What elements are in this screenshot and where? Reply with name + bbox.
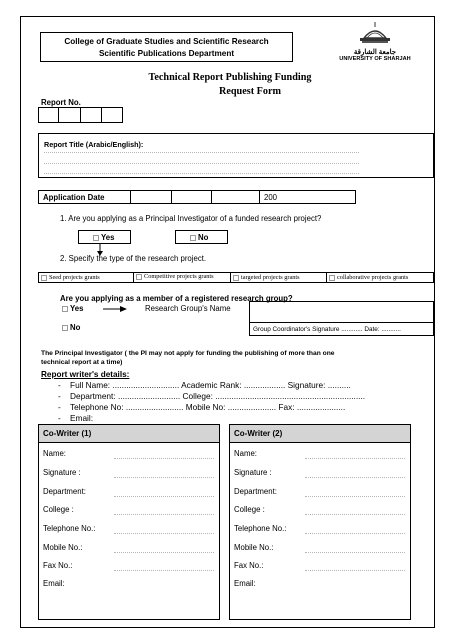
collaborative-checkbox[interactable] [329, 275, 335, 281]
group-yes-checkbox[interactable] [62, 306, 68, 312]
cw1-telephone-field[interactable] [114, 533, 214, 534]
writer-line-email[interactable]: - Email: [58, 413, 94, 423]
cw1-signature-field[interactable] [114, 477, 214, 478]
co-writer-2-panel [229, 424, 411, 620]
report-title-label: Report Title (Arabic/English): [44, 140, 144, 149]
cw2-college-field[interactable] [305, 514, 405, 515]
cw2-fax-label: Fax No.: [234, 561, 264, 570]
date-year-prefix[interactable]: 200 [264, 193, 278, 202]
cw2-telephone-field[interactable] [305, 533, 405, 534]
report-no-label: Report No. [41, 98, 81, 107]
report-no-box-1[interactable] [39, 108, 59, 122]
group-name-box[interactable] [249, 301, 434, 336]
cw2-signature-field[interactable] [305, 477, 405, 478]
report-title-line-1[interactable] [44, 152, 359, 153]
cw1-mobile-field[interactable] [114, 552, 214, 553]
project-type-seed-label: Seed projects grants [49, 274, 100, 281]
cw2-name-field[interactable] [305, 458, 405, 459]
project-type-competitive[interactable] [134, 273, 231, 282]
seed-checkbox[interactable] [41, 275, 47, 281]
cw1-department-field[interactable] [114, 496, 214, 497]
question-2: 2. Specify the type of the research project. [60, 254, 207, 263]
cw2-name-label: Name: [234, 449, 257, 458]
cw1-name-field[interactable] [114, 458, 214, 459]
q1-no-checkbox[interactable] [190, 235, 196, 241]
pi-note [41, 349, 335, 367]
q1-yes-checkbox[interactable] [93, 235, 99, 241]
q1-yes-label: Yes [101, 233, 115, 242]
project-type-targeted[interactable] [231, 273, 327, 282]
cw1-fax-field[interactable] [114, 570, 214, 571]
project-type-seed[interactable] [39, 273, 134, 282]
department-header [40, 32, 293, 62]
date-cell-4[interactable] [212, 191, 260, 203]
report-no-box-2[interactable] [59, 108, 81, 122]
targeted-checkbox[interactable] [233, 275, 239, 281]
co-writer-1-panel [38, 424, 220, 620]
co-writer-1-heading: Co-Writer (1) [39, 425, 219, 443]
application-date-label: Application Date [43, 193, 105, 202]
application-date-label-cell [39, 191, 131, 203]
group-no-checkbox[interactable] [62, 325, 68, 331]
report-title-line-2[interactable] [44, 163, 359, 164]
logo-english-text: UNIVERSITY OF SHARJAH [339, 56, 411, 62]
competitive-checkbox[interactable] [136, 274, 142, 280]
right-arrow-icon [103, 305, 127, 313]
group-question: Are you applying as a member of a registered research group? [60, 294, 293, 303]
cw2-department-field[interactable] [305, 496, 405, 497]
application-date-row [38, 190, 356, 204]
header-line-2: Scientific Publications Department [98, 49, 235, 58]
q1-yes-option[interactable] [78, 230, 131, 244]
cw1-telephone-label: Telephone No.: [43, 524, 96, 533]
cw2-department-label: Department: [234, 487, 277, 496]
project-type-row [38, 272, 434, 283]
cw1-department-label: Department: [43, 487, 86, 496]
project-type-collaborative-label: collaborative projects grants [337, 274, 409, 281]
cw2-email-label: Email: [234, 579, 256, 588]
writer-line-full-name[interactable]: - Full Name: ............................. Academic Rank: .................. Signature: .......... [58, 380, 351, 390]
form-title-line-2: Request Form [219, 86, 281, 97]
cw1-college-label: College : [43, 505, 74, 514]
cw2-college-label: College : [234, 505, 265, 514]
q1-no-label: No [198, 233, 209, 242]
writer-line-department[interactable]: - Department: ........................... College: ................................................................. [58, 391, 366, 401]
date-day-cell[interactable] [131, 191, 172, 203]
pi-note-line-2: technical report at a time) [41, 359, 123, 366]
report-no-boxes[interactable] [38, 107, 123, 123]
cw2-mobile-label: Mobile No.: [234, 543, 274, 552]
coordinator-signature[interactable]: Group Coordinator's Signature ............ Date: ........... [253, 326, 401, 333]
cw1-name-label: Name: [43, 449, 66, 458]
report-no-box-3[interactable] [81, 108, 102, 122]
cw2-signature-label: Signature : [234, 468, 272, 477]
university-logo [330, 22, 420, 66]
project-type-collaborative[interactable] [327, 273, 434, 282]
question-1: 1. Are you applying as a Principal Investigator of a funded research project? [60, 214, 322, 223]
project-type-competitive-label: Competitive projects grants [144, 273, 214, 280]
report-title-box[interactable] [38, 133, 434, 178]
cw1-signature-label: Signature : [43, 468, 81, 477]
q1-no-option[interactable] [175, 230, 228, 244]
report-title-line-3[interactable] [44, 173, 359, 174]
cw2-telephone-label: Telephone No.: [234, 524, 287, 533]
writer-line-telephone[interactable]: - Telephone No: ......................... Mobile No: ..................... Fax: ..................... [58, 402, 346, 412]
writer-details-list [58, 380, 365, 424]
cw2-fax-field[interactable] [305, 570, 405, 571]
co-writer-2-heading: Co-Writer (2) [230, 425, 410, 443]
cw1-email-label: Email: [43, 579, 65, 588]
group-box-divider [250, 322, 433, 323]
writer-details-heading: Report writer's details: [41, 370, 130, 379]
group-no-label: No [70, 323, 81, 332]
cw2-mobile-field[interactable] [305, 552, 405, 553]
group-yes-label: Yes [70, 304, 84, 313]
header-line-1: College of Graduate Studies and Scientific Research [64, 37, 269, 46]
cw1-mobile-label: Mobile No.: [43, 543, 83, 552]
project-type-targeted-label: targeted projects grants [241, 274, 300, 281]
date-month-cell[interactable] [172, 191, 212, 203]
cw1-fax-label: Fax No.: [43, 561, 73, 570]
logo-arabic-text: جامعة الشارقة [353, 49, 397, 56]
research-group-name-label: Research Group's Name [145, 304, 231, 313]
form-title-line-1: Technical Report Publishing Funding [148, 72, 312, 83]
cw1-college-field[interactable] [114, 514, 214, 515]
pi-note-line-1: The Principal Investigator ( the PI may not apply for funding the publishing of more than one [41, 350, 335, 357]
dome-logo-icon [350, 22, 400, 44]
